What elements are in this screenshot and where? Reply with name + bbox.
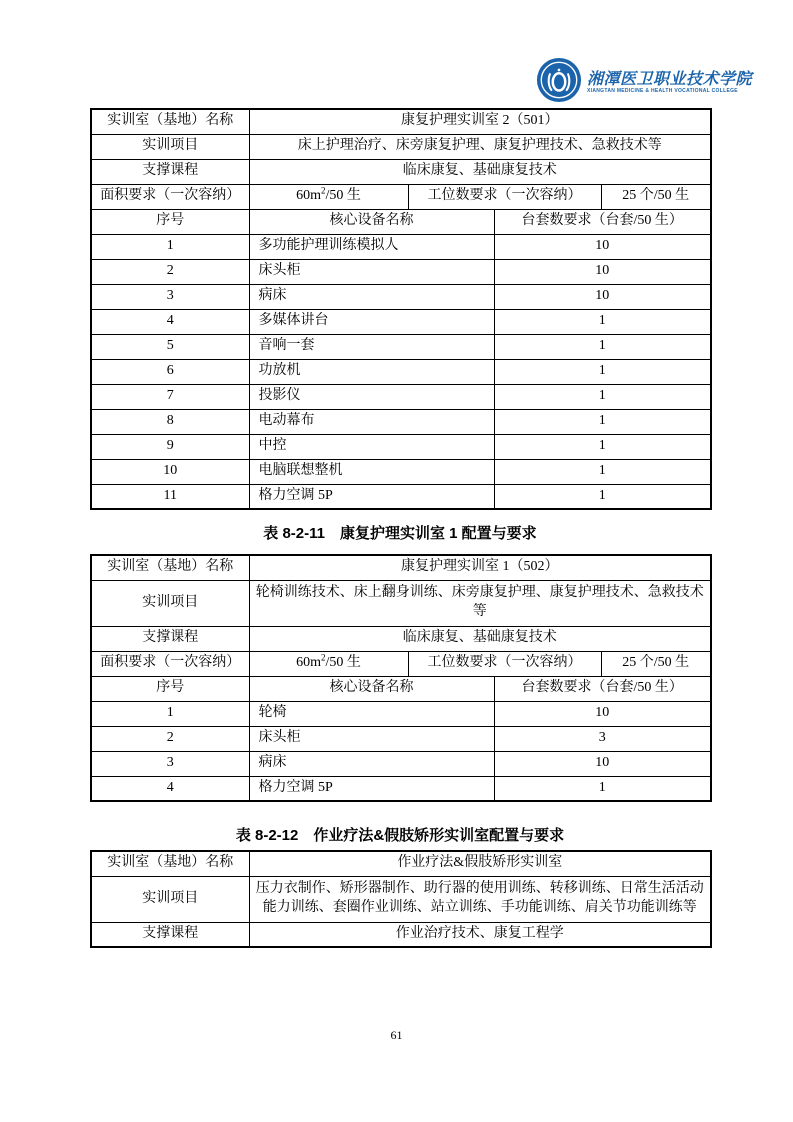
equipment-row bbox=[91, 284, 711, 309]
sets-cell: 1 bbox=[494, 459, 711, 484]
room-name-label: 实训室（基地）名称 bbox=[91, 851, 249, 876]
device-cell: 床头柜 bbox=[249, 259, 494, 284]
sets-cell: 1 bbox=[494, 359, 711, 384]
equipment-row bbox=[91, 334, 711, 359]
room-name-label: 实训室（基地）名称 bbox=[91, 555, 249, 580]
seq-cell: 6 bbox=[91, 359, 249, 384]
table-row bbox=[91, 555, 711, 580]
seq-cell: 1 bbox=[91, 701, 249, 726]
table-header-row bbox=[91, 209, 711, 234]
course-label: 支撑课程 bbox=[91, 626, 249, 651]
college-name-zh: 湘潭医卫职业技术学院 bbox=[587, 68, 753, 88]
sets-cell: 1 bbox=[494, 484, 711, 509]
table-occupational-therapy-room bbox=[90, 850, 712, 948]
course-value: 临床康复、基础康复技术 bbox=[249, 626, 711, 651]
table-row bbox=[91, 109, 711, 134]
sets-cell: 1 bbox=[494, 409, 711, 434]
device-cell: 音响一套 bbox=[249, 334, 494, 359]
sets-cell: 10 bbox=[494, 259, 711, 284]
sets-cell: 1 bbox=[494, 309, 711, 334]
seq-cell: 8 bbox=[91, 409, 249, 434]
room-name-value: 康复护理实训室 1（502） bbox=[249, 555, 711, 580]
sets-cell: 10 bbox=[494, 701, 711, 726]
project-value: 压力衣制作、矫形器制作、助行器的使用训练、转移训练、日常生活活动能力训练、套圈作业训练、站立训练、手功能训练、肩关节功能训练等 bbox=[249, 876, 711, 922]
equipment-row bbox=[91, 234, 711, 259]
equipment-row bbox=[91, 384, 711, 409]
page-content bbox=[90, 108, 710, 948]
page-number: 61 bbox=[390, 1028, 403, 1042]
table-row bbox=[91, 134, 711, 159]
course-value: 作业治疗技术、康复工程学 bbox=[249, 922, 711, 947]
equipment-row bbox=[91, 434, 711, 459]
table-row bbox=[91, 159, 711, 184]
area-label: 面积要求（一次容纳） bbox=[91, 184, 249, 209]
equipment-row bbox=[91, 359, 711, 384]
seq-cell: 3 bbox=[91, 284, 249, 309]
table-title-8-2-11: 表 8-2-11 康复护理实训室 1 配置与要求 bbox=[263, 525, 537, 542]
table-row bbox=[91, 626, 711, 651]
area-label: 面积要求（一次容纳） bbox=[91, 651, 249, 676]
sets-cell: 1 bbox=[494, 776, 711, 801]
project-label: 实训项目 bbox=[91, 134, 249, 159]
seq-cell: 2 bbox=[91, 726, 249, 751]
table-row bbox=[91, 184, 711, 209]
area-value: $60m^2/50$ 生 bbox=[249, 184, 408, 209]
college-name-en: XIANGTAN MEDICINE & HEALTH VOCATIONAL COLLEGE bbox=[587, 87, 738, 94]
sets-cell: 1 bbox=[494, 334, 711, 359]
area-value: $60m^2/50$ 生 bbox=[249, 651, 408, 676]
device-cell: 中控 bbox=[249, 434, 494, 459]
project-label: 实训项目 bbox=[91, 876, 249, 922]
seq-cell: 7 bbox=[91, 384, 249, 409]
equipment-row bbox=[91, 751, 711, 776]
equipment-row bbox=[91, 726, 711, 751]
station-label: 工位数要求（一次容纳） bbox=[408, 184, 601, 209]
station-value: 25 个/50 生 bbox=[601, 651, 711, 676]
seq-cell: 9 bbox=[91, 434, 249, 459]
project-value: 轮椅训练技术、床上翻身训练、床旁康复护理、康复护理技术、急救技术等 bbox=[249, 580, 711, 626]
table-header-row bbox=[91, 676, 711, 701]
sets-cell: 10 bbox=[494, 234, 711, 259]
device-cell: 轮椅 bbox=[249, 701, 494, 726]
sets-cell: 10 bbox=[494, 284, 711, 309]
sets-cell: 1 bbox=[494, 384, 711, 409]
table-title-8-2-12: 表 8-2-12 作业疗法&假肢矫形实训室配置与要求 bbox=[235, 827, 565, 844]
station-label: 工位数要求（一次容纳） bbox=[408, 651, 601, 676]
sets-header: 台套数要求（台套/50 生） bbox=[494, 209, 711, 234]
sets-cell: 10 bbox=[494, 751, 711, 776]
project-value: 床上护理治疗、床旁康复护理、康复护理技术、急救技术等 bbox=[249, 134, 711, 159]
table-row bbox=[91, 580, 711, 626]
device-cell: 功放机 bbox=[249, 359, 494, 384]
equipment-row bbox=[91, 309, 711, 334]
device-cell: 格力空调 5P bbox=[249, 776, 494, 801]
seq-cell: 3 bbox=[91, 751, 249, 776]
seq-cell: 4 bbox=[91, 776, 249, 801]
seq-cell: 4 bbox=[91, 309, 249, 334]
room-name-value: 作业疗法&假肢矫形实训室 bbox=[249, 851, 711, 876]
device-cell: 投影仪 bbox=[249, 384, 494, 409]
equipment-row bbox=[91, 776, 711, 801]
college-logo bbox=[536, 58, 753, 106]
device-cell: 床头柜 bbox=[249, 726, 494, 751]
device-cell: 病床 bbox=[249, 284, 494, 309]
seq-cell: 2 bbox=[91, 259, 249, 284]
sets-cell: 1 bbox=[494, 434, 711, 459]
station-value: 25 个/50 生 bbox=[601, 184, 711, 209]
seq-cell: 11 bbox=[91, 484, 249, 509]
seq-cell: 10 bbox=[91, 459, 249, 484]
course-value: 临床康复、基础康复技术 bbox=[249, 159, 711, 184]
device-cell: 电动幕布 bbox=[249, 409, 494, 434]
table-row bbox=[91, 922, 711, 947]
table-rehab-nursing-room-1 bbox=[90, 554, 712, 802]
project-label: 实训项目 bbox=[91, 580, 249, 626]
sets-cell: 3 bbox=[494, 726, 711, 751]
table-row bbox=[91, 651, 711, 676]
seq-cell: 1 bbox=[91, 234, 249, 259]
sets-header: 台套数要求（台套/50 生） bbox=[494, 676, 711, 701]
room-name-label: 实训室（基地）名称 bbox=[91, 109, 249, 134]
device-cell: 电脑联想整机 bbox=[249, 459, 494, 484]
equipment-row bbox=[91, 409, 711, 434]
college-name bbox=[587, 68, 753, 94]
device-header: 核心设备名称 bbox=[249, 209, 494, 234]
device-cell: 格力空调 5P bbox=[249, 484, 494, 509]
equipment-row bbox=[91, 701, 711, 726]
device-cell: 多媒体讲台 bbox=[249, 309, 494, 334]
device-cell: 病床 bbox=[249, 751, 494, 776]
table-rehab-nursing-room-2 bbox=[90, 108, 712, 510]
equipment-row bbox=[91, 459, 711, 484]
device-header: 核心设备名称 bbox=[249, 676, 494, 701]
course-label: 支撑课程 bbox=[91, 922, 249, 947]
course-label: 支撑课程 bbox=[91, 159, 249, 184]
device-cell: 多功能护理训练模拟人 bbox=[249, 234, 494, 259]
table-row bbox=[91, 851, 711, 876]
seq-header: 序号 bbox=[91, 676, 249, 701]
table-row bbox=[91, 876, 711, 922]
seq-header: 序号 bbox=[91, 209, 249, 234]
equipment-row bbox=[91, 259, 711, 284]
equipment-row bbox=[91, 484, 711, 509]
seq-cell: 5 bbox=[91, 334, 249, 359]
college-seal-icon bbox=[536, 57, 582, 108]
room-name-value: 康复护理实训室 2（501） bbox=[249, 109, 711, 134]
